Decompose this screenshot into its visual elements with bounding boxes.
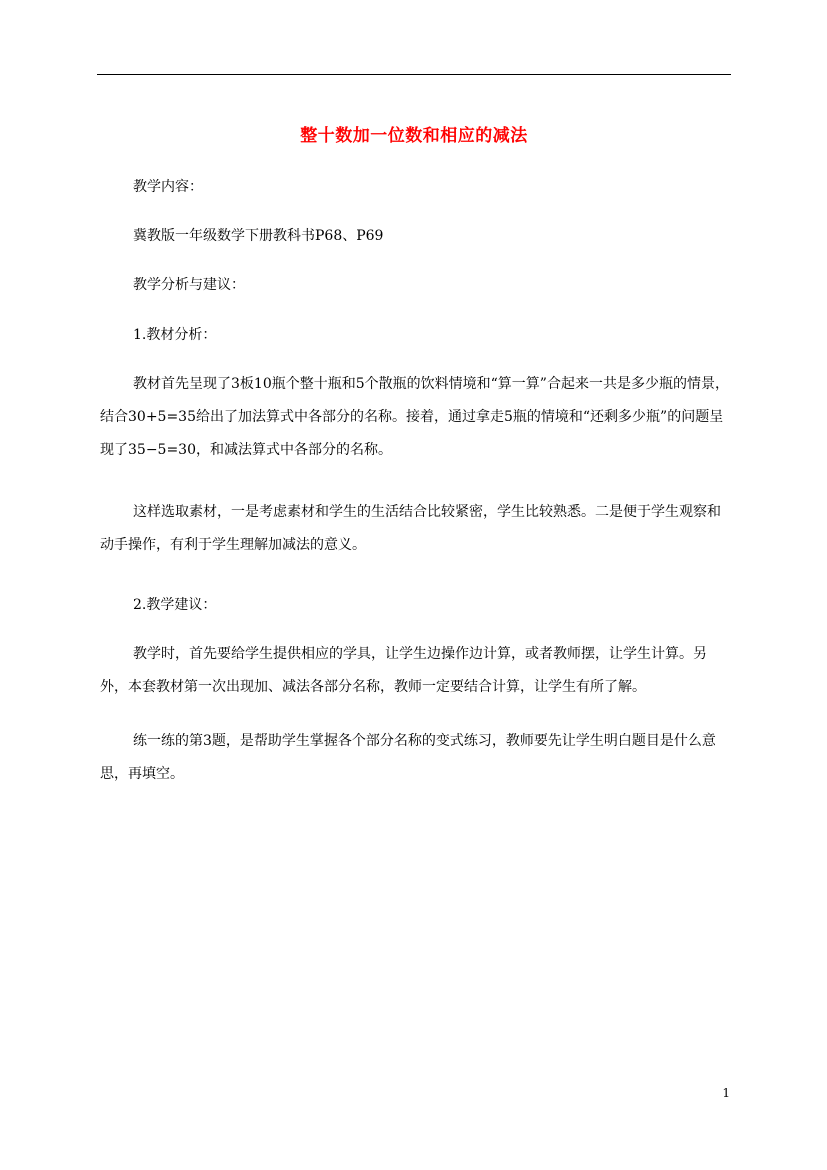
paragraph-material-analysis-heading: 1.教材分析： — [133, 327, 217, 343]
header-rule — [97, 74, 731, 75]
paragraph-textbook-reference: 冀教版一年级数学下册教科书P68、P69 — [133, 228, 384, 244]
document-title: 整十数加一位数和相应的减法 — [300, 126, 528, 146]
paragraph-practice-note: 练一练的第3题，是帮助学生掌握各个部分名称的变式练习，教师要先让学生明白题目是什么意思，再填空。 — [100, 733, 716, 782]
paragraph-teaching-content-heading: 教学内容： — [133, 179, 203, 195]
paragraph-material-analysis-body: 教材首先呈现了3板10瓶个整十瓶和5个散瓶的饮料情境和“算一算”合起来一共是多少瓶的情景，结合30+5=35给出了加法算式中各部分的名称。接着，通过拿走5瓶的情境和“还剩多少瓶”的问题呈现了35−5=30，和减法算式中各部分的名称。 — [100, 376, 729, 458]
paragraph-teaching-suggestions-body: 教学时，首先要给学生提供相应的学具，让学生边操作边计算，或者教师摆，让学生计算。另外，本套教材第一次出现加、减法各部分名称，教师一定要结合计算，让学生有所了解。 — [100, 646, 707, 695]
paragraph-material-selection-body: 这样选取素材，一是考虑素材和学生的生活结合比较紧密，学生比较熟悉。二是便于学生观察和动手操作，有利于学生理解加减法的意义。 — [100, 504, 721, 553]
paragraph-teaching-suggestions-heading: 2.教学建议： — [133, 597, 217, 613]
paragraph-analysis-heading: 教学分析与建议： — [133, 277, 245, 293]
page-number: 1 — [722, 1086, 730, 1100]
